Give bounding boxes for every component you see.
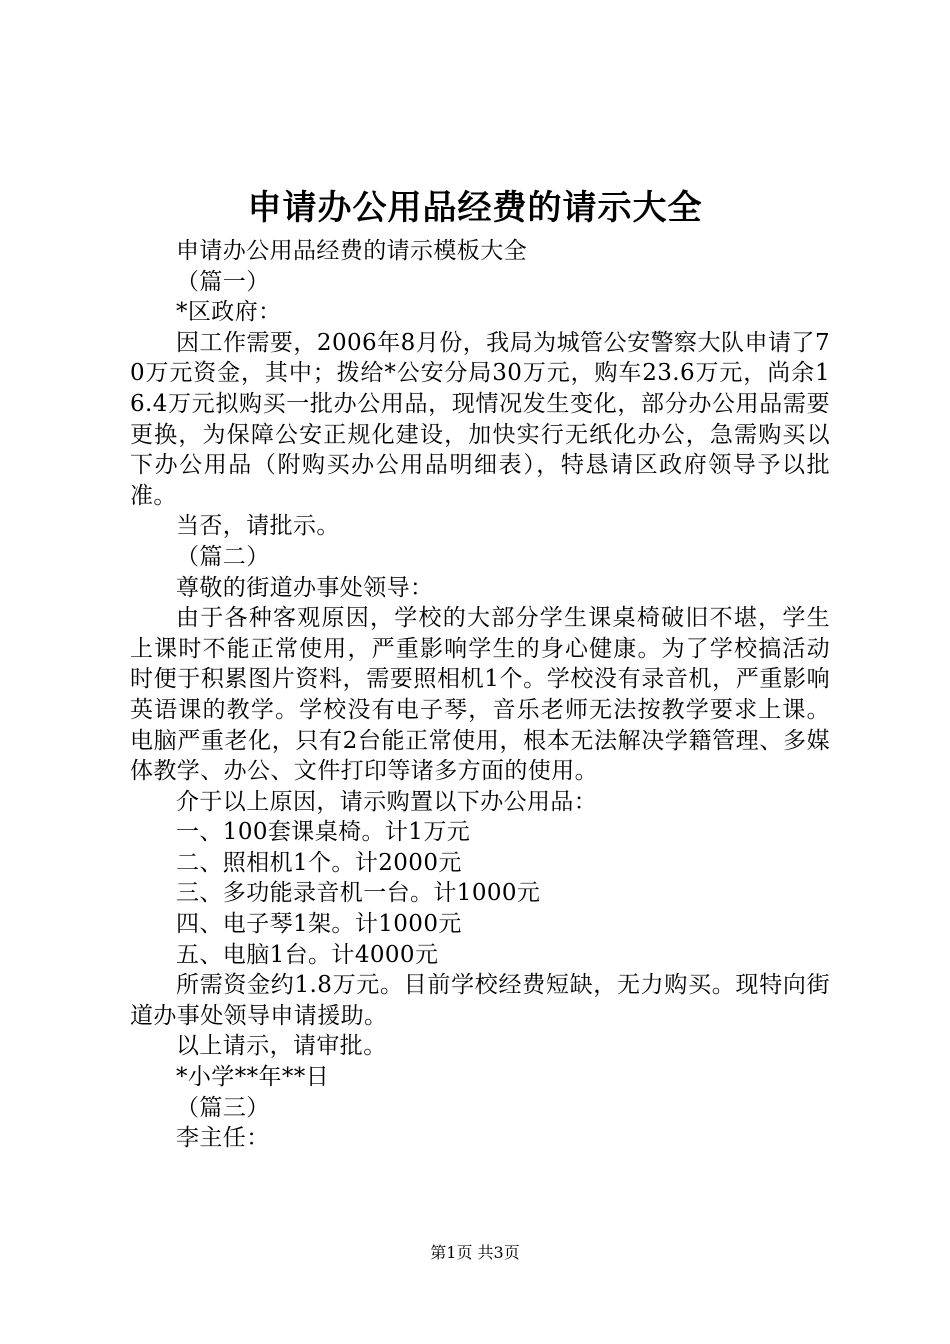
page-footer: 第1页 共3页	[430, 1243, 520, 1262]
list-item: 五、电脑1台。计4000元	[176, 941, 439, 968]
signature-line: *小学**年**日	[176, 1064, 330, 1091]
list-item: 一、100套课桌椅。计1万元	[176, 819, 471, 846]
salutation-2: 尊敬的街道办事处领导：	[176, 574, 434, 601]
section-heading-3: （篇三）	[176, 1094, 270, 1121]
document-body	[130, 236, 830, 1154]
closing-line-1: 当否，请批示。	[176, 513, 340, 540]
body-paragraph: 由于各种客观原因，学校的大部分学生课桌椅破旧不堪，学生上课时不能正常使用，严重影响学生的身心健康。为了学校搞活动时便于积累图片资料，需要照相机1个。学校没有录音机，严重影响英语课的教学。学校没有电子琴，音乐老师无法按教学要求上课。电脑严重老化，只有2台能正常使用，根本无法解决学籍管理、多媒体教学、办公、文件打印等诸多方面的使用。	[130, 605, 830, 785]
subtitle-paragraph: 申请办公用品经费的请示模板大全	[176, 238, 527, 264]
list-item: 三、多功能录音机一台。计1000元	[176, 880, 541, 907]
list-item: 四、电子琴1架。计1000元	[176, 911, 462, 938]
section-heading-2: （篇二）	[176, 543, 270, 570]
closing-line-2: 以上请示，请审批。	[176, 1033, 387, 1060]
salutation-3: 李主任：	[176, 1125, 270, 1152]
body-paragraph: 所需资金约1.8万元。目前学校经费短缺，无力购买。现特向街道办事处领导申请援助。	[130, 972, 830, 1029]
body-paragraph: 介于以上原因，请示购置以下办公用品：	[176, 788, 598, 815]
document-title: 申请办公用品经费的请示大全	[247, 188, 703, 228]
body-paragraph: 因工作需要，2006年8月份，我局为城管公安警察大队申请了70万元资金，其中；拨给*公安分局30万元，购车23.6万元，尚余16.4万元拟购买一批办公用品，现情况发生变化，部分办公用品需要更换，为保障公安正规化建设，加快实行无纸化办公，急需购买以下办公用品（附购买办公用品明细表），特恳请区政府领导予以批准。	[130, 329, 830, 509]
section-heading-1: （篇一）	[176, 268, 270, 295]
list-item: 二、照相机1个。计2000元	[176, 849, 462, 876]
salutation-1: *区政府：	[176, 299, 282, 326]
